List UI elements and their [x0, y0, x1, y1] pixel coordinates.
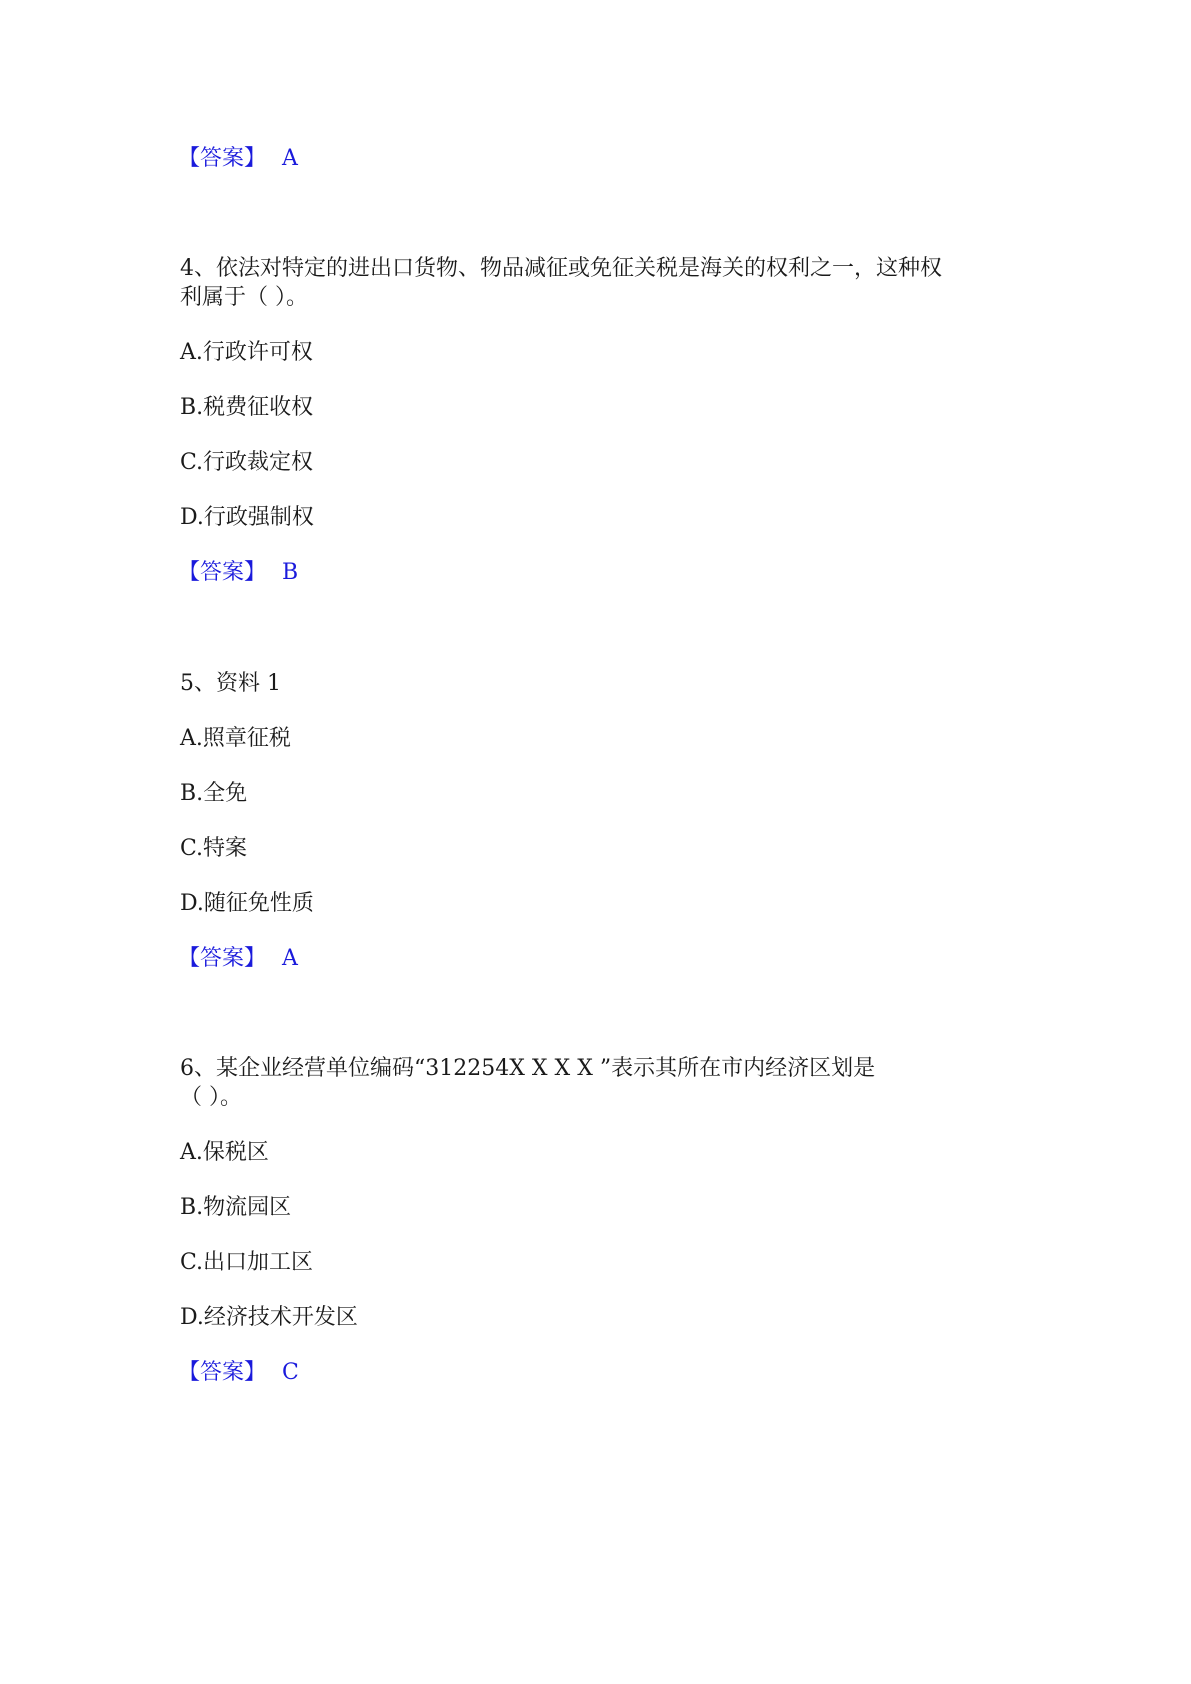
option-d: D.随征免性质 — [180, 891, 314, 916]
option-b: B.税费征收权 — [180, 395, 314, 420]
answer-value: C — [282, 1360, 299, 1385]
option-c: C.特案 — [180, 836, 248, 861]
option-c: C.行政裁定权 — [180, 450, 314, 475]
option-c: C.出口加工区 — [180, 1250, 314, 1275]
option-b: B.物流园区 — [180, 1195, 292, 1220]
question-text-continued: （ ）。 — [180, 1085, 242, 1110]
option-a: A.保税区 — [180, 1140, 269, 1165]
option-b: B.全免 — [180, 781, 248, 806]
question-text-continued: 利属于（ ）。 — [180, 285, 308, 310]
answer-label: 【答案】 — [178, 946, 267, 971]
option-d: D.经济技术开发区 — [180, 1305, 358, 1330]
answer-line — [178, 146, 298, 172]
answer-label: 【答案】 — [178, 560, 267, 585]
option-a: A.行政许可权 — [180, 340, 313, 365]
answer-value: A — [282, 146, 298, 171]
question-text: 4、依法对特定的进出口货物、物品减征或免征关税是海关的权利之一，这种权 — [180, 256, 942, 281]
question-text: 5、资料 1 — [180, 671, 281, 696]
option-d: D.行政强制权 — [180, 505, 314, 530]
question-text: 6、某企业经营单位编码“312254X X X X ”表示其所在市内经济区划是 — [180, 1056, 876, 1081]
answer-line — [178, 1360, 299, 1386]
answer-label: 【答案】 — [178, 146, 267, 171]
answer-value: A — [282, 946, 298, 971]
answer-label: 【答案】 — [178, 1360, 267, 1385]
answer-value: B — [282, 560, 299, 585]
option-a: A.照章征税 — [180, 726, 291, 751]
answer-line — [178, 560, 298, 586]
answer-line — [178, 946, 298, 972]
